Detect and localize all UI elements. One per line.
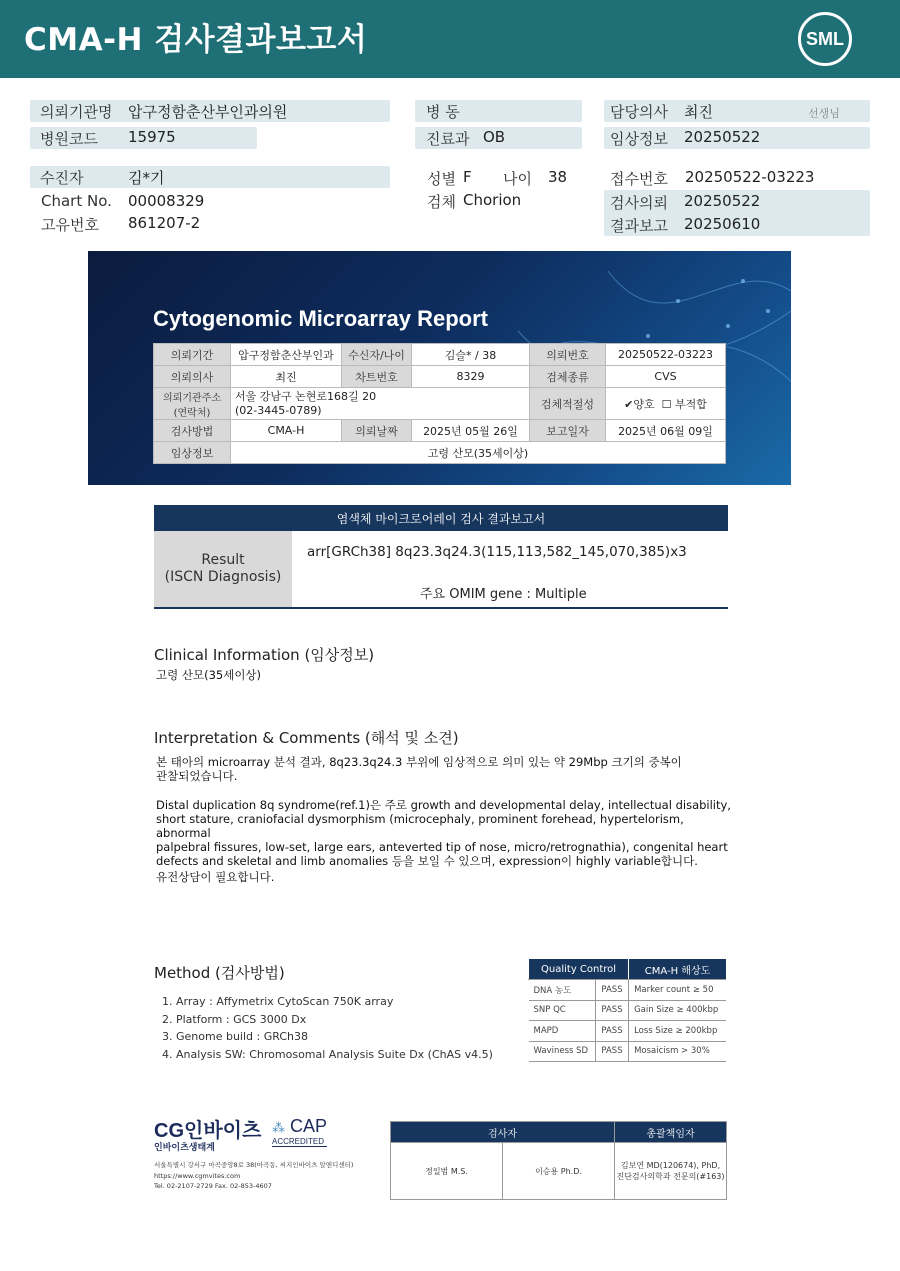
patient-value: 김*기 <box>128 169 165 187</box>
interp-line: short stature, craniofacial dysmorphism (microcephaly, prominent forehead, hypertelorism, abnormal <box>156 812 684 840</box>
uid-label: 고유번호 <box>41 216 99 234</box>
cap-logo <box>272 1116 327 1147</box>
qc-cell: PASS <box>595 1021 628 1042</box>
examiner-1: 정일범 M.S. <box>391 1143 503 1200</box>
address-line: 서울 강남구 논현로168길 20 <box>235 389 377 403</box>
method-item: 3. Genome build : GRCh38 <box>162 1030 308 1043</box>
result-label-2: (ISCN Diagnosis) <box>164 569 282 585</box>
chart-label: Chart No. <box>41 192 112 210</box>
cell: 차트번호 <box>342 366 412 388</box>
req-report-box <box>604 190 870 236</box>
qc-cell: Mosaicism > 30% <box>629 1041 726 1062</box>
clinical-text: 고령 산모(35세이상) <box>156 668 262 682</box>
specimen-value: Chorion <box>463 191 522 209</box>
report-label: 결과보고 <box>610 217 668 235</box>
dept-value: OB <box>483 128 506 146</box>
req-value: 20250522 <box>684 192 761 210</box>
cg-invites-logo: CG인바이츠 <box>154 1120 262 1142</box>
age-value: 38 <box>548 168 568 186</box>
qc-cell: Waviness SD <box>529 1041 596 1062</box>
interp-para-2 <box>156 798 736 868</box>
inadequate-check: ☐ 부적합 <box>661 397 707 411</box>
doctor-label: 담당의사 <box>610 103 668 121</box>
method-list <box>162 993 493 1063</box>
dept-row <box>415 127 582 149</box>
doctor-value: 최진 <box>684 103 713 121</box>
interp-line: 관찰되었습니다. <box>156 769 238 783</box>
cell: 김슬* / 38 <box>412 344 530 366</box>
ward-row <box>415 100 582 122</box>
result-label <box>154 531 292 607</box>
interp-heading: Interpretation & Comments (해석 및 소견) <box>154 729 459 747</box>
institution-label: 의뢰기관명 <box>40 103 113 121</box>
institution-value: 압구정함춘산부인과의원 <box>128 103 288 121</box>
report-banner <box>88 251 791 485</box>
interp-para-1 <box>156 755 736 783</box>
req-label: 검사의뢰 <box>610 194 668 212</box>
cell: 검체종류 <box>530 366 606 388</box>
cell: CVS <box>606 366 726 388</box>
qc-cell: PASS <box>595 1000 628 1021</box>
sml-logo: SML <box>798 12 852 66</box>
hospital-code-row <box>30 127 257 149</box>
receipt-value: 20250522-03223 <box>685 168 815 186</box>
lab-address <box>154 1160 384 1192</box>
adequacy-cell <box>606 388 726 420</box>
adequate-check: ✔양호 <box>624 397 655 411</box>
qc-row <box>529 980 727 1001</box>
cap-accredited: ACCREDITED <box>272 1137 327 1147</box>
cell: 검체적절성 <box>530 388 606 420</box>
cell: 의뢰기관주소 (연락처) <box>154 388 231 420</box>
hospital-code-value: 15975 <box>128 128 176 146</box>
cell: 2025년 06월 09일 <box>606 420 726 442</box>
qc-cell: PASS <box>595 1041 628 1062</box>
qc-cell: Marker count ≥ 50 <box>629 980 726 1001</box>
dept-label: 진료과 <box>426 130 470 148</box>
qc-header: Quality Control <box>529 959 629 980</box>
qc-row <box>529 1041 727 1062</box>
clinical-row <box>604 127 870 149</box>
interp-line: defects and skeletal and limb anomalies 등을 보일 수 있으며, expression이 highly variable합니다. <box>156 854 698 868</box>
cell: 의뢰날짜 <box>342 420 412 442</box>
doctor-suffix: 선생님 <box>808 107 840 120</box>
doctor-row <box>604 100 870 122</box>
signature-table <box>390 1121 727 1200</box>
cell: 2025년 05월 26일 <box>412 420 530 442</box>
cell: 8329 <box>412 366 530 388</box>
interp-line: 본 태아의 microarray 분석 결과, 8q23.3q24.3 부위에 임상적으로 의미 있는 약 29Mbp 크기의 중복이 <box>156 755 682 769</box>
interp-para-3: 유전상담이 필요합니다. <box>156 870 275 884</box>
patient-row <box>30 166 390 188</box>
clinical-value: 20250522 <box>684 128 761 146</box>
qc-cell: Gain Size ≥ 400kbp <box>629 1000 726 1021</box>
cell: CMA-H <box>231 420 342 442</box>
hospital-code-label: 병원코드 <box>40 130 98 148</box>
website-line: https://www.cgmvites.com <box>154 1171 241 1180</box>
cell: 최진 <box>231 366 342 388</box>
cell: 검사방법 <box>154 420 231 442</box>
address-cell <box>231 388 530 420</box>
director <box>615 1143 727 1200</box>
method-heading: Method (검사방법) <box>154 964 285 982</box>
chart-value: 00008329 <box>128 192 205 210</box>
examiner-2: 이승용 Ph.D. <box>503 1143 615 1200</box>
phone-fax-line: Tel. 02-2107-2729 Fax. 02-853-4607 <box>154 1182 272 1190</box>
cell: 보고일자 <box>530 420 606 442</box>
cell: 20250522-03223 <box>606 344 726 366</box>
banner-table <box>153 343 726 464</box>
cg-invites-subtitle: 인바이츠생태계 <box>154 1143 215 1153</box>
sex-value: F <box>463 168 472 186</box>
qc-cell: PASS <box>595 980 628 1001</box>
result-row <box>154 531 728 609</box>
resolution-header: CMA-H 해상도 <box>629 959 726 980</box>
sex-label: 성별 <box>427 170 456 188</box>
qc-cell: DNA 농도 <box>529 980 596 1001</box>
ward-label: 병 동 <box>426 103 460 121</box>
cap-text: CAP <box>290 1116 328 1136</box>
cell: 의뢰의사 <box>154 366 231 388</box>
cell: 임상정보 <box>154 442 231 464</box>
director-title: 진단검사의학과 전문의(#163) <box>616 1172 725 1181</box>
page-title: CMA-H 검사결과보고서 <box>24 22 368 58</box>
report-value: 20250610 <box>684 215 761 233</box>
director-header: 총괄책임자 <box>615 1122 727 1143</box>
uid-value: 861207-2 <box>128 214 201 232</box>
qc-cell: SNP QC <box>529 1000 596 1021</box>
interp-line: palpebral fissures, low-set, large ears, anteverted tip of nose, micro/retrognathia), congenital heart <box>156 840 728 854</box>
cell: 의뢰번호 <box>530 344 606 366</box>
omim-gene: 주요 OMIM gene : Multiple <box>420 587 587 602</box>
receipt-label: 접수번호 <box>610 170 668 188</box>
qc-cell: MAPD <box>529 1021 596 1042</box>
director-name: 김보연 MD(120674), PhD, <box>620 1161 721 1170</box>
cell: 수신자/나이 <box>342 344 412 366</box>
method-item: 4. Analysis SW: Chromosomal Analysis Suite Dx (ChAS v4.5) <box>162 1047 493 1061</box>
qc-table <box>528 959 726 1062</box>
interp-line: Distal duplication 8q syndrome(ref.1)은 주로 growth and developmental delay, intellectual disability, <box>156 798 731 812</box>
address-line: 서울특별시 강서구 마곡중앙8로 38(마곡동, 씨지인바이츠 알앤디센터) <box>154 1161 354 1169</box>
iscn-result: arr[GRCh38] 8q23.3q24.3(115,113,582_145,070,385)x3 <box>307 544 687 560</box>
method-item: 1. Array : Affymetrix CytoScan 750K array <box>162 995 394 1008</box>
age-label: 나이 <box>503 170 532 188</box>
qc-row <box>529 1021 727 1042</box>
specimen-label: 검체 <box>427 193 456 211</box>
header-bar <box>0 0 900 78</box>
result-label-1: Result <box>201 552 245 568</box>
cell: 압구정함춘산부인과 <box>231 344 342 366</box>
cap-icon: ⁂ <box>272 1120 285 1135</box>
cell: 고령 산모(35세이상) <box>231 442 726 464</box>
clinical-label: 임상정보 <box>610 130 668 148</box>
phone-line: (02-3445-0789) <box>235 403 322 417</box>
banner-title: Cytogenomic Microarray Report <box>153 306 488 331</box>
patient-label: 수진자 <box>40 169 84 187</box>
result-title-bar: 염색체 마이크로어레이 검사 결과보고서 <box>154 505 728 531</box>
clinical-heading: Clinical Information (임상정보) <box>154 646 375 664</box>
institution-row <box>30 100 390 122</box>
qc-row <box>529 1000 727 1021</box>
method-item: 2. Platform : GCS 3000 Dx <box>162 1012 307 1026</box>
examiner-header: 검사자 <box>391 1122 615 1143</box>
qc-cell: Loss Size ≥ 200kbp <box>629 1021 726 1042</box>
cell: 의뢰기간 <box>154 344 231 366</box>
